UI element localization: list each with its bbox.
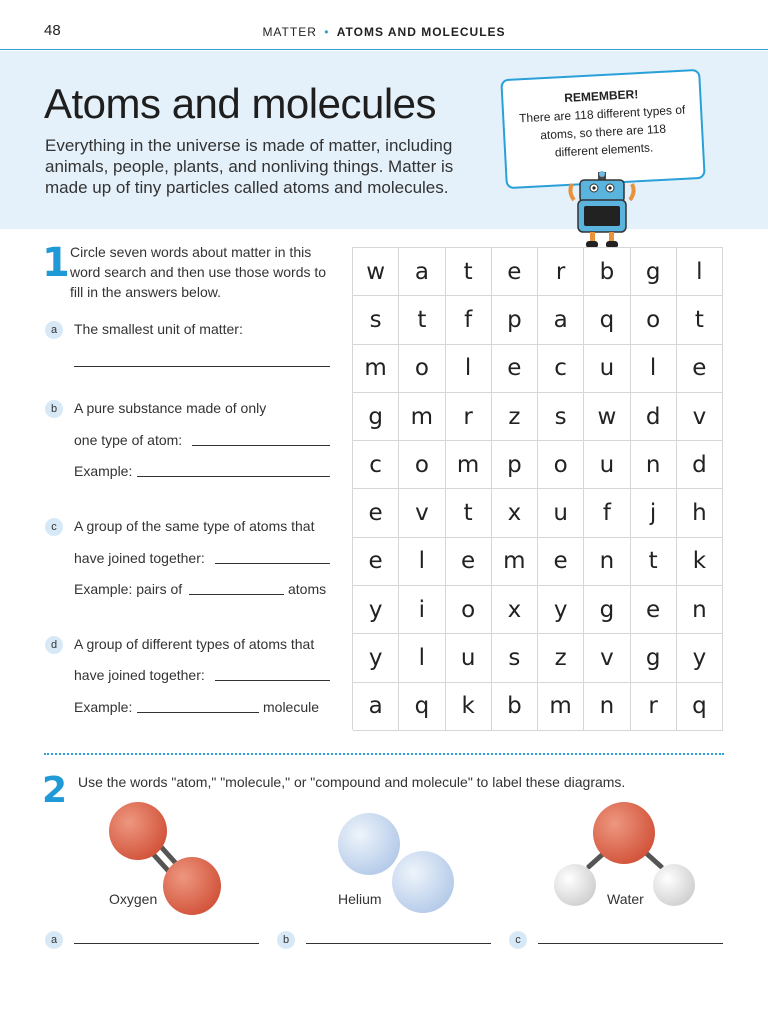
word-search-cell[interactable]: b xyxy=(492,683,538,731)
answer-line-d-example[interactable] xyxy=(137,712,259,713)
word-search-cell[interactable]: t xyxy=(677,296,723,344)
answer-line-d[interactable] xyxy=(215,680,330,681)
word-search-cell[interactable]: o xyxy=(399,345,445,393)
helium-atom-1 xyxy=(338,813,400,875)
word-search-cell[interactable]: m xyxy=(399,393,445,441)
oxygen-atom-2 xyxy=(163,857,221,915)
question-d-suffix: molecule xyxy=(263,699,320,715)
word-search-cell[interactable]: e xyxy=(353,489,399,537)
water-label: Water xyxy=(607,891,644,907)
word-search-row xyxy=(353,345,723,393)
word-search-cell[interactable]: l xyxy=(631,345,677,393)
word-search-cell[interactable]: v xyxy=(584,634,630,682)
helium-diagram xyxy=(330,805,470,925)
question-c-marker: c xyxy=(45,518,63,536)
word-search-cell[interactable]: l xyxy=(446,345,492,393)
word-search-cell[interactable]: m xyxy=(538,683,584,731)
answer-line-c[interactable] xyxy=(215,563,330,564)
word-search-cell[interactable]: c xyxy=(538,345,584,393)
word-search-cell[interactable]: y xyxy=(353,586,399,634)
question-d-example-label: Example: xyxy=(74,699,133,715)
helium-label: Helium xyxy=(338,891,382,907)
word-search-cell[interactable]: y xyxy=(353,634,399,682)
word-search-cell[interactable]: v xyxy=(677,393,723,441)
word-search-cell[interactable]: c xyxy=(353,441,399,489)
word-search-cell[interactable]: i xyxy=(399,586,445,634)
word-search-cell[interactable]: l xyxy=(399,634,445,682)
question-d-text-2: have joined together: xyxy=(74,667,205,683)
word-search-cell[interactable]: s xyxy=(538,393,584,441)
water-hydrogen-atom-1 xyxy=(554,864,596,906)
question-a-marker: a xyxy=(45,321,63,339)
remember-text: There are 118 different types of atoms, so there are 118 different elements. xyxy=(518,102,686,160)
word-search-cell[interactable]: t xyxy=(631,538,677,586)
question-b-text-1: A pure substance made of only xyxy=(74,400,267,416)
question-c-text-2: have joined together: xyxy=(74,550,205,566)
word-search-cell[interactable]: k xyxy=(446,683,492,731)
activity-1-instruction: Circle seven words about matter in this word search and then use those words to fill in the answers below. xyxy=(70,244,327,300)
question-d-marker: d xyxy=(45,636,63,654)
word-search-cell[interactable]: e xyxy=(631,586,677,634)
section-divider xyxy=(44,753,724,755)
word-search-cell[interactable]: m xyxy=(353,345,399,393)
word-search-cell[interactable]: y xyxy=(538,586,584,634)
word-search-cell[interactable]: f xyxy=(584,489,630,537)
topic-name: ATOMS AND MOLECULES xyxy=(336,25,506,39)
word-search-cell[interactable]: a xyxy=(399,248,445,296)
robot-illustration xyxy=(566,170,638,248)
answer-line-b[interactable] xyxy=(192,445,330,446)
word-search-cell[interactable]: r xyxy=(631,683,677,731)
question-b-text-2: one type of atom: xyxy=(74,432,183,448)
word-search-cell[interactable]: r xyxy=(538,248,584,296)
word-search-cell[interactable]: g xyxy=(631,634,677,682)
question-c-text-1: A group of the same type of atoms that xyxy=(74,518,315,534)
oxygen-atom-1 xyxy=(109,802,167,860)
oxygen-label: Oxygen xyxy=(109,891,158,907)
word-search-cell[interactable]: v xyxy=(399,489,445,537)
word-search-row xyxy=(353,248,723,296)
word-search-cell[interactable]: f xyxy=(446,296,492,344)
word-search-cell[interactable]: t xyxy=(399,296,445,344)
word-search-cell[interactable]: r xyxy=(446,393,492,441)
page-number: 48 xyxy=(44,22,61,39)
word-search-cell[interactable]: u xyxy=(538,489,584,537)
diagram-b-answer-line[interactable] xyxy=(306,943,491,944)
word-search-cell[interactable]: o xyxy=(631,296,677,344)
word-search-cell[interactable]: o xyxy=(446,586,492,634)
word-search-cell[interactable]: n xyxy=(584,538,630,586)
word-search-cell[interactable]: u xyxy=(584,441,630,489)
word-search-row xyxy=(353,586,723,634)
question-c-suffix: atoms xyxy=(288,581,327,597)
word-search-row xyxy=(353,538,723,586)
word-search-cell[interactable]: u xyxy=(584,345,630,393)
word-search-cell[interactable]: a xyxy=(353,683,399,731)
question-a-text: The smallest unit of matter: xyxy=(74,321,243,337)
activity-2-instruction: Use the words "atom," "molecule," or "compound and molecule" to label these diagrams. xyxy=(78,774,626,790)
word-search-cell[interactable]: m xyxy=(492,538,538,586)
word-search-cell[interactable]: s xyxy=(353,296,399,344)
word-search-cell[interactable]: t xyxy=(446,248,492,296)
word-search-cell[interactable]: q xyxy=(584,296,630,344)
intro-text: Everything in the universe is made of matter, including animals, people, plants, and nonliving things. Matter is made up of tiny particles called atoms and molecules. xyxy=(45,136,454,197)
word-search-cell[interactable]: p xyxy=(492,296,538,344)
question-b-marker: b xyxy=(45,400,63,418)
separator-dot: • xyxy=(324,25,330,39)
word-search-row xyxy=(353,441,723,489)
word-search-cell[interactable]: t xyxy=(446,489,492,537)
word-search-cell[interactable]: d xyxy=(631,393,677,441)
word-search-cell[interactable]: h xyxy=(677,489,723,537)
word-search-cell[interactable]: a xyxy=(538,296,584,344)
word-search-cell[interactable]: e xyxy=(677,345,723,393)
word-search-cell[interactable]: n xyxy=(631,441,677,489)
word-search-cell[interactable]: o xyxy=(538,441,584,489)
question-c-example-label: Example: pairs of xyxy=(74,581,183,597)
word-search-cell[interactable]: k xyxy=(677,538,723,586)
word-search-row xyxy=(353,634,723,682)
question-b-example-label: Example: xyxy=(74,463,133,479)
diagram-b-marker: b xyxy=(277,931,295,949)
water-hydrogen-atom-2 xyxy=(653,864,695,906)
word-search-cell[interactable]: z xyxy=(492,393,538,441)
running-head xyxy=(0,25,768,39)
word-search-row xyxy=(353,489,723,537)
diagram-c-answer-line[interactable] xyxy=(538,943,723,944)
word-search-cell[interactable]: s xyxy=(492,634,538,682)
activity-1-number: 1 xyxy=(42,240,70,286)
word-search-cell[interactable]: g xyxy=(584,586,630,634)
word-search-cell[interactable]: x xyxy=(492,489,538,537)
word-search-cell[interactable]: l xyxy=(399,538,445,586)
word-search-grid[interactable] xyxy=(352,247,723,730)
word-search-cell[interactable]: b xyxy=(584,248,630,296)
word-search-row xyxy=(353,296,723,344)
answer-line-b-example[interactable] xyxy=(137,476,330,477)
word-search-cell[interactable]: z xyxy=(538,634,584,682)
word-search-cell[interactable]: l xyxy=(677,248,723,296)
word-search-cell[interactable]: q xyxy=(677,683,723,731)
word-search-cell[interactable]: u xyxy=(446,634,492,682)
page-title: Atoms and molecules xyxy=(44,80,437,127)
word-search-cell[interactable]: o xyxy=(399,441,445,489)
activity-2-number: 2 xyxy=(42,770,68,811)
diagram-a-marker: a xyxy=(45,931,63,949)
word-search-cell[interactable]: j xyxy=(631,489,677,537)
word-search-cell[interactable]: e xyxy=(538,538,584,586)
word-search-cell[interactable]: y xyxy=(677,634,723,682)
word-search-cell[interactable]: e xyxy=(492,345,538,393)
word-search-cell[interactable]: g xyxy=(631,248,677,296)
word-search-cell[interactable]: g xyxy=(353,393,399,441)
word-search-cell[interactable]: n xyxy=(584,683,630,731)
word-search-cell[interactable]: e xyxy=(446,538,492,586)
answer-line-a[interactable] xyxy=(74,366,330,367)
word-search-cell[interactable]: w xyxy=(584,393,630,441)
diagram-c-marker: c xyxy=(509,931,527,949)
word-search-cell[interactable]: n xyxy=(677,586,723,634)
word-search-cell[interactable]: e xyxy=(492,248,538,296)
word-search-cell[interactable]: d xyxy=(677,441,723,489)
word-search-cell[interactable]: w xyxy=(353,248,399,296)
word-search-cell[interactable]: m xyxy=(446,441,492,489)
water-oxygen-atom xyxy=(593,802,655,864)
helium-atom-2 xyxy=(392,851,454,913)
word-search-cell[interactable]: x xyxy=(492,586,538,634)
word-search-row xyxy=(353,393,723,441)
diagram-a-answer-line[interactable] xyxy=(74,943,259,944)
question-d-text-1: A group of different types of atoms that xyxy=(74,636,315,652)
word-search-row xyxy=(353,683,723,731)
word-search-cell[interactable]: e xyxy=(353,538,399,586)
word-search-cell[interactable]: p xyxy=(492,441,538,489)
remember-heading: REMEMBER! xyxy=(563,87,639,105)
word-search-cell[interactable]: q xyxy=(399,683,445,731)
section-name: MATTER xyxy=(262,25,317,39)
answer-line-c-example[interactable] xyxy=(189,594,284,595)
